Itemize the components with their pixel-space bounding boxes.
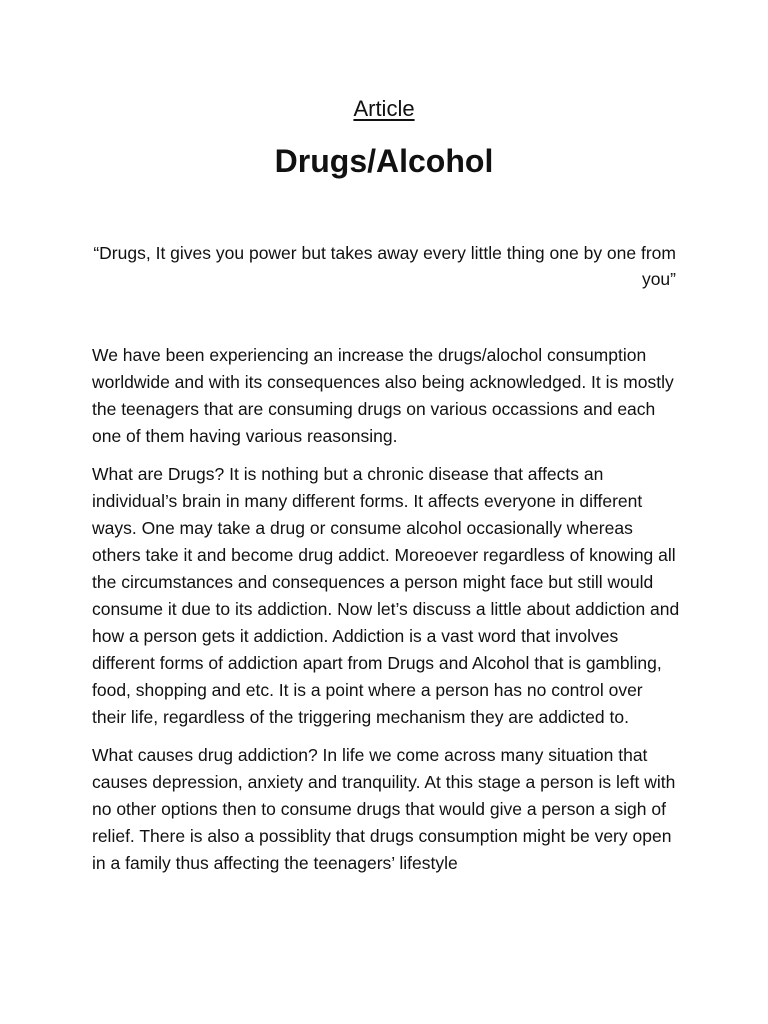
page-title: Drugs/Alcohol (274, 143, 494, 179)
paragraph: We have been experiencing an increase the drugs/alochol consumption worldwide and with its consequences also being acknowledged. It is mostly the teenagers that are consuming drugs on various occassions and each one of them having various reasonsing. (92, 345, 674, 446)
article-body (92, 342, 680, 888)
paragraph: What causes drug addiction? In life we come across many situation that causes depression, anxiety and tranquility. At this stage a person is left with no other options then to consume drugs that would give a person a sigh of relief. There is also a possiblity that drugs consumption might be very open in a family thus affecting the teenagers’ lifestyle (92, 745, 676, 873)
quote: “Drugs, It gives you power but takes away every little thing one by one from you” (93, 243, 676, 289)
paragraph: What are Drugs? It is nothing but a chronic disease that affects an individual’s brain in many different forms. It affects everyone in different ways. One may take a drug or consume alcohol occasionally whereas others take it and become drug addict. Moreoever regardless of knowing all the circumstances and consequences a person might face but still would consume it due to its addiction. Now let’s discuss a little about addiction and how a person gets it addiction. Addiction is a vast word that involves different forms of addiction apart from Drugs and Alcohol that is gambling, food, shopping and etc. It is a point where a person has no control over their life, regardless of the triggering mechanism they are addicted to. (92, 464, 680, 727)
article-label: Article (353, 96, 415, 121)
